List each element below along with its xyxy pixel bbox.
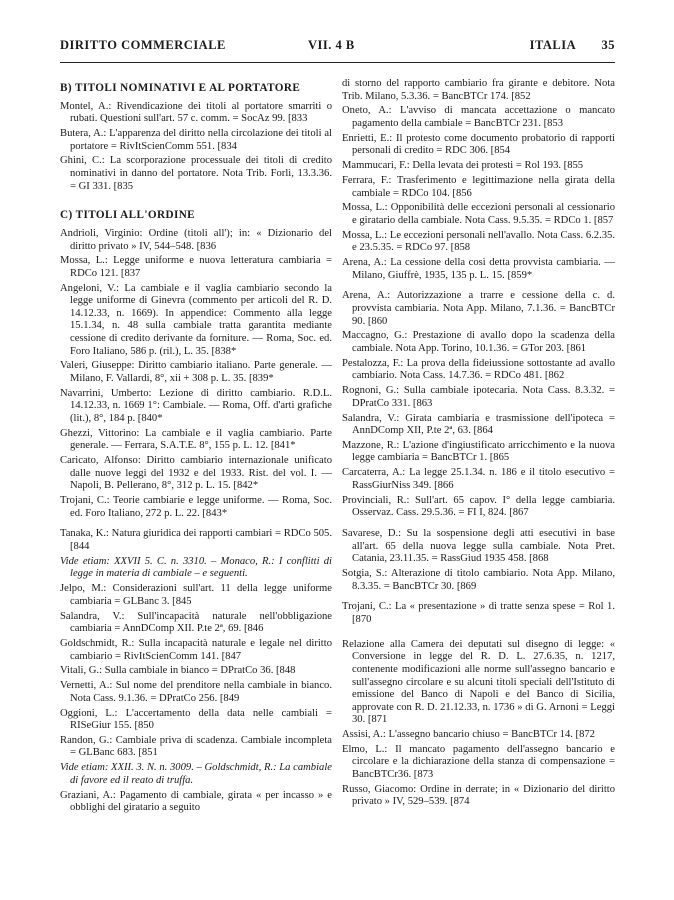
bib-entry: Butera, A.: L'apparenza del diritto nella circolazione dei titoli al portatore = RivItScienComm 551. [834 [60, 127, 332, 152]
bib-entry: Salandra, V.: Girata cambiaria e trasmissione dell'ipoteca = AnnDComp XII, P.te 2ª, 63. [864 [342, 412, 615, 437]
section-gap [60, 195, 332, 205]
bib-entry: Trojani, C.: Teorie cambiarie e legge uniforme. — Roma, Soc. ed. Foro Italiano, 272 p. L. 22. [843* [60, 495, 332, 519]
bib-entry: Provinciali, R.: Sull'art. 65 capov. I° della legge cambiaria. Osservaz. Cass. 29.5.36. = FI I, 824. [867 [342, 494, 615, 519]
header-section-title: DIRITTO COMMERCIALE [60, 38, 226, 52]
bib-entry: Tanaka, K.: Natura giuridica dei rapporti cambiari = RDCo 505. [844 [60, 528, 332, 553]
bib-entry: Salandra, V.: Sull'incapacità naturale nell'obbligazione cambiaria = AnnDComp XII. P.te 2ª, 69. [846 [60, 610, 332, 635]
section-gap [342, 629, 615, 639]
section-b-title: B) TITOLI NOMINATIVI E AL PORTATORE [60, 82, 301, 94]
bib-entry: Graziani, A.: Pagamento di cambiale, girata « per incasso » e obblighi del giratario a seguito [60, 789, 332, 814]
bib-entry: Jelpo, M.: Considerazioni sull'art. 11 della legge uniforme cambiaria = GLBanc 3. [845 [60, 583, 332, 607]
bib-entry: Randon, G.: Cambiale priva di scadenza. Cambiale incompleta = GLBanc 683. [851 [60, 734, 332, 759]
bib-entry: Montel, A.: Rivendicazione dei titoli al portatore smarriti o rubati. Questioni sull'art. 57 c. comm. = SocAz 99. [833 [60, 100, 332, 125]
page-number: 35 [601, 38, 615, 52]
bib-entry: Maccagno, G.: Prestazione di avallo dopo la scadenza della cambiale. Nota App. Torino, 10.1.36. = GTor 203. [861 [342, 330, 615, 354]
bib-entry: Vernetti, A.: Sul nome del prenditore nella cambiale in bianco. Nota Cass. 9.1.36. = DPratCo 256. [849 [60, 680, 332, 704]
vide-etiam-note: Vide etiam: XXVII 5. C. n. 3310. – Monaco, R.: I conflitti di legge in materia di cambiale – e seguenti. [60, 555, 332, 580]
section-c-title: C) TITOLI ALL'ORDINE [60, 209, 196, 222]
bib-entry: Arena, A.: Autorizzazione a trarre e cessione della c. d. provvista cambiaria. Nota App. Milano, 7.1.36. = BancBTCr 90. [860 [342, 290, 615, 327]
right-column [342, 78, 615, 811]
bib-entry: Mossa, L.: Legge uniforme e nuova letteratura cambiaria = RDCo 121. [837 [60, 255, 332, 279]
left-column [60, 78, 332, 817]
bib-entry: Pestalozza, F.: La prova della fideiussione sottostante ad avallo cambiario. Nota Cass. 14.7.36. = RDCo 481. [862 [342, 357, 615, 382]
bib-entry: Russo, Giacomo: Ordine in derrate; in « Dizionario del diritto privato » IV, 529–539. [874 [342, 783, 615, 808]
bib-entry: Mammucari, F.: Della levata dei protesti = Rol 193. [855 [342, 160, 584, 172]
bib-entry: Navarrini, Umberto: Lezione di diritto cambiario. R.D.L. 14.12.33, n. 1669 1°: Cambiale. — Roma, Off. d'arti grafiche (lit.), 8°, 184 p. [840* [60, 387, 332, 424]
bib-entry: Arena, A.: La cessione della così detta provvista cambiaria. — Milano, Giuffrè, 1935, 135 p. L. 15. [859* [342, 257, 615, 281]
header-country-page [530, 38, 615, 53]
running-header [60, 38, 615, 56]
bib-entry: Vitali, G.: Sulla cambiale in bianco = DPratCo 36. [848 [60, 665, 296, 677]
bib-entry: Carcaterra, A.: La legge 25.1.34. n. 186 e il titolo esecutivo = RassGiurNiss 349. [866 [342, 467, 615, 491]
bib-entry: Savarese, D.: Su la sospensione degli atti esecutivi in base all'art. 65 della nuova legge sulla cambiale. Nota Pret. Catania, 23.11.35. = RassGiud 1935 458. [868 [342, 528, 615, 565]
bib-entry: Relazione alla Camera dei deputati sul disegno di legge: « Conversione in legge del R. D. L. 27.6.35, n. 1217, contenente modificazioni alle norme sull'assegno bancario e sull'assegno circolare e su alcuni titoli speciali dell'Istituto di emissione del Banco di Napoli e del Banco di Sicilia, approvate con R. D. 21.12.33, n. 1736 » di G. Arnoni = Leggi 30. [871 [342, 638, 615, 726]
header-rule [60, 62, 615, 63]
bib-entry: Sotgia, S.: Alterazione di titolo cambiario. Nota App. Milano, 8.3.35. = BancBTCr 30. [869 [342, 567, 615, 592]
bib-entry: Elmo, L.: Il mancato pagamento dell'assegno bancario e circolare e la dichiarazione della stanza di compensazione = BancBTCr36. [873 [342, 743, 615, 781]
bib-entry: Oneto, A.: L'avviso di mancata accettazione o mancato pagamento della cambiale = BancBTCr 231. [853 [342, 105, 615, 129]
bib-entry: Enrietti, E.: Il protesto come documento probatorio di rapporti personali di credito = RDC 306. [854 [342, 132, 615, 157]
bib-entry: Ghezzi, Vittorino: La cambiale e il vaglia cambiario. Parte generale. — Ferrara, S.A.T.E. 8°, 155 p. L. 12. [841* [60, 427, 332, 452]
bib-entry: Angeloni, V.: La cambiale e il vaglia cambiario secondo la legge uniforme di Ginevra (commento per articoli del R. D. 14.12.33, n. 1669). In appendice: Commento alla legge 15.1.34, n. 48 sulla cambiale tratta garantita mediante cessione di credito derivante da forniture. — Roma, Soc. ed. Foro Italiano, 586 p. (ril.), L. 35. [838* [60, 282, 332, 357]
header-country: ITALIA [529, 38, 577, 52]
bib-entry: Goldschmidt, R.: Sulla incapacità naturale e legale nel diritto cambiario = RivItScienComm 141. [847 [60, 637, 332, 662]
bib-entry: Mazzone, R.: L'azione d'ingiustificato arricchimento e la nuova legge cambiaria = BancBTCr 1. [865 [342, 439, 615, 464]
bib-entry: Ghini, C.: La scorporazione processuale dei titoli di credito nominativi in danno del portatore. Nota Trib. Forlì, 13.3.36. = GI 331. [835 [60, 155, 332, 192]
bib-entry: Rognoni, G.: Sulla cambiale ipotecaria. Nota Cass. 8.3.32. = DPratCo 331. [863 [342, 385, 615, 409]
bib-entry-continued: di storno del rapporto cambiario fra girante e debitore. Nota Trib. Milano, 5.3.36. = BancBTCr 174. [852 [342, 78, 615, 102]
bib-entry: Ferrara, F.: Trasferimento e legittimazione nella girata della cambiale = RDCo 104. [856 [342, 174, 615, 199]
vide-etiam-note: Vide etiam: XXII. 3. N. n. 3009. – Goldschmidt, R.: La cambiale di favore ed il reato di truffa. [60, 762, 332, 786]
bib-entry: Mossa, L.: Le eccezioni personali nell'avallo. Nota Cass. 6.2.35. e 23.5.35. = RDCo 97. [858 [342, 229, 615, 254]
bib-entry: Assisi, A.: L'assegno bancario chiuso = BancBTCr 14. [872 [342, 729, 595, 741]
bib-entry: Mossa, L.: Opponibilità delle eccezioni personali al cessionario e giratario della cambiale. Nota Cass. 9.5.35. = RDCo 1. [857 [342, 202, 615, 226]
bib-entry: Andrioli, Virginio: Ordine (titoli all'); in: « Dizionario del diritto privato » IV, 544–548. [836 [60, 227, 332, 252]
header-classification: VII. 4 B [308, 38, 355, 52]
bib-entry: Oggioni, L.: L'accertamento della data nelle cambiali = RISeGiur 155. [850 [60, 707, 332, 732]
bib-entry: Trojani, C.: La « presentazione » di tratte senza spese = Rol 1. [870 [342, 601, 615, 625]
bib-entry: Caricato, Alfonso: Diritto cambiario internazionale unificato dalle nuove leggi del 1932 e del 1933. Rist. del vol. I. — Napoli, B. Pellerano, 8°, 312 p. L. 15. [842* [60, 455, 332, 492]
bib-entry: Valeri, Giuseppe: Diritto cambiario italiano. Parte generale. — Milano, F. Vallardi, 8°, xii + 308 p. L. 35. [839* [60, 360, 332, 384]
